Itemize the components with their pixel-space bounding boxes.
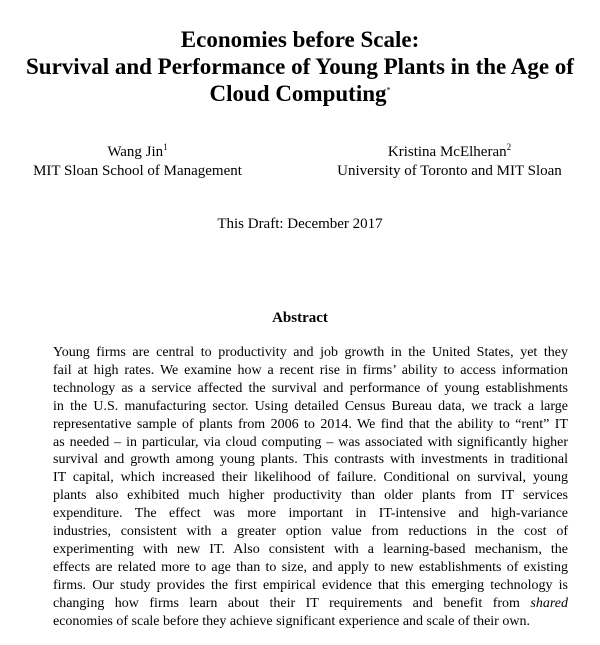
author-name-1 — [10, 143, 265, 162]
abstract-heading: Abstract — [272, 310, 328, 326]
title-line-2: Survival and Performance of Young Plants in the Age of — [26, 54, 574, 79]
paper-title — [0, 26, 600, 107]
author-affiliation-2: University of Toronto and MIT Sloan — [337, 163, 562, 179]
abstract-last-line: economies of scale before they achieve significant experience and scale of their own. — [53, 613, 530, 629]
abstract-line: expenditure. The effect was more important in IT-intensive and high-variance — [53, 506, 568, 522]
abstract-line: effects are related more to age than to size, and apply to new establishments of existing — [53, 559, 568, 575]
title-line-3 — [0, 80, 600, 107]
abstract-line: Young firms are central to productivity and job growth in the United States, yet they — [53, 345, 568, 360]
abstract-line: plants also exhibited much higher productivity than older plants from IT services — [53, 488, 568, 504]
abstract-emphasis-shared: shared — [530, 595, 569, 611]
abstract-line: experimenting with new IT. Also consistent with a learning-based mechanism, the — [53, 541, 568, 557]
abstract-line: representative sample of plants from 2006 to 2014. We find that the ability to “rent” IT — [53, 416, 568, 432]
author-name-1-text: Wang Jin — [107, 144, 164, 160]
author-name-2-text: Kristina McElheran — [387, 144, 507, 160]
abstract-line-text: changing how firms learn about their IT requirements and benefit from — [53, 595, 520, 611]
abstract-line: in the U.S. manufacturing sector. Using detailed Census Bureau data, we track a large — [53, 398, 568, 414]
author-block-2 — [322, 143, 577, 181]
title-footnote-mark: * — [386, 85, 391, 95]
abstract-line: IT capital, which increased their likelihood of failure. Conditional on survival, young — [53, 470, 568, 486]
abstract-line: technology as a service affected the survival and performance of young establishments — [53, 380, 568, 396]
abstract-line-with-emphasis — [53, 595, 568, 613]
abstract-line: survival and growth among young plants. This contrasts with investments in traditional — [53, 452, 568, 468]
author-block-1 — [10, 143, 265, 181]
author-footnote-2: 2 — [506, 142, 512, 152]
draft-date: This Draft: December 2017 — [217, 216, 383, 232]
abstract-line: fail at high rates. We examine how a recent rise in firms’ ability to access information — [53, 362, 568, 378]
abstract-line: industries, consistent with a greater option value from reductions in the cost of — [53, 524, 568, 540]
abstract-line: firms. Our study provides the first empirical evidence that this emerging technology is — [53, 577, 568, 593]
title-line-3-text: Cloud Computing — [209, 81, 387, 106]
abstract-body — [53, 344, 568, 631]
author-footnote-1: 1 — [163, 142, 168, 152]
author-name-2 — [322, 143, 577, 162]
title-line-1: Economies before Scale: — [180, 27, 420, 52]
author-affiliation-1: MIT Sloan School of Management — [33, 163, 242, 179]
abstract-line: as needed – in particular, via cloud computing – was associated with significantly higher — [53, 434, 568, 450]
